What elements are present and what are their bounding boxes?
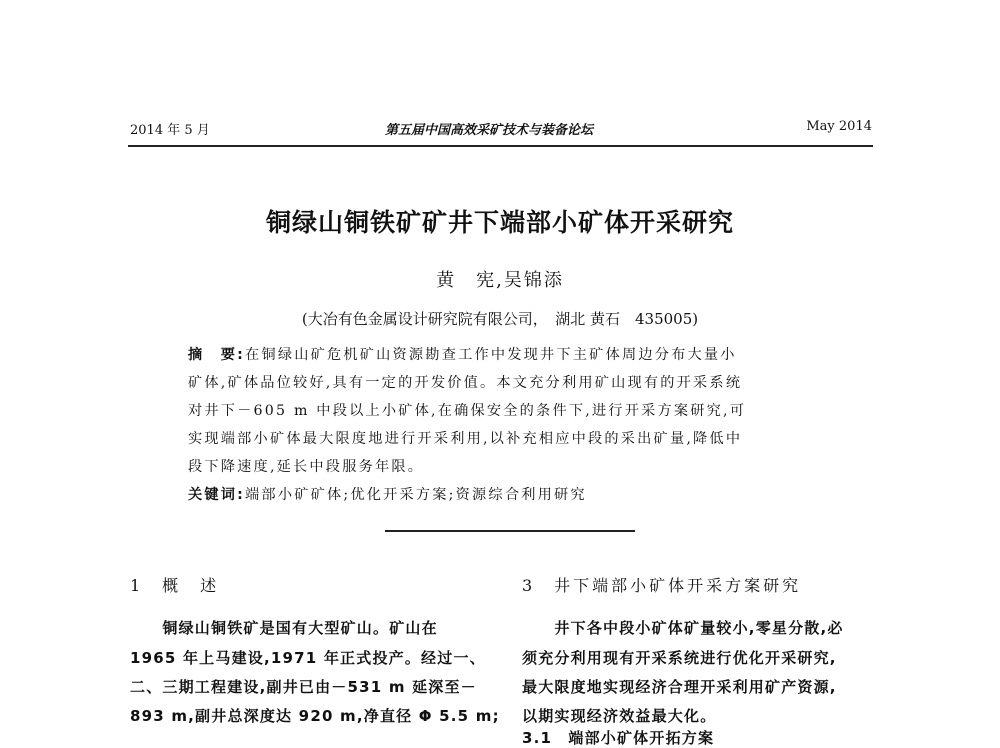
- paper-title: 铜绿山铜铁矿矿井下端部小矿体开采研究: [265, 208, 734, 237]
- body-line: 893 m,副井总深度达 920 m,净直径 Φ 5.5 m;: [130, 707, 500, 725]
- section-heading: 3 井下端部小矿体开采方案研究: [522, 576, 802, 595]
- body-line: 铜绿山铜铁矿是国有大型矿山。矿山在: [130, 619, 438, 637]
- abstract-line: 对井下－605 m 中段以上小矿体,在确保安全的条件下,进行开采方案研究,可: [188, 403, 747, 419]
- abstract-line: 实现端部小矿体最大限度地进行开采利用,以补充相应中段的采出矿量,降低中: [188, 431, 743, 447]
- section-heading: 1 概 述: [130, 576, 220, 595]
- abstract-line: 摘 要:在铜绿山矿危机矿山资源勘查工作中发现井下主矿体周边分布大量小: [188, 347, 737, 363]
- abstract-line: 矿体,矿体品位较好,具有一定的开发价值。本文充分利用矿山现有的开采系统: [188, 375, 743, 391]
- body-line: 最大限度地实现经济合理开采利用矿产资源,: [522, 678, 837, 696]
- body-line: 井下各中段小矿体矿量较小,零星分散,必: [522, 619, 844, 637]
- subsection-heading: 3.1 端部小矿体开拓方案: [522, 729, 715, 747]
- keywords: 关键词:端部小矿矿体;优化开采方案;资源综合利用研究: [188, 487, 587, 503]
- body-line: 以期实现经济效益最大化。: [522, 707, 717, 725]
- header-journal: 第五届中国高效采矿技术与装备论坛: [385, 123, 594, 138]
- body-line: 二、三期工程建设,副井已由－531 m 延深至－: [130, 678, 477, 696]
- keywords-label: 关键词:: [188, 487, 246, 503]
- header-date-en: May 2014: [806, 119, 872, 134]
- authors: 黄 宪,吴锦添: [436, 270, 564, 291]
- body-line: 须充分利用现有开采系统进行优化开采研究,: [522, 649, 837, 667]
- abstract-line: 段下降速度,延长中段服务年限。: [188, 459, 425, 475]
- header-rule: [128, 145, 873, 147]
- affiliation: (大冶有色金属设计研究院有限公司， 湖北 黄石 435005): [301, 310, 699, 328]
- separator-rule: [385, 530, 635, 532]
- abstract-label: 摘 要:: [188, 347, 246, 363]
- header-date: 2014 年 5 月: [130, 123, 210, 138]
- body-line: 1965 年上马建设,1971 年正式投产。经过一、: [130, 649, 486, 667]
